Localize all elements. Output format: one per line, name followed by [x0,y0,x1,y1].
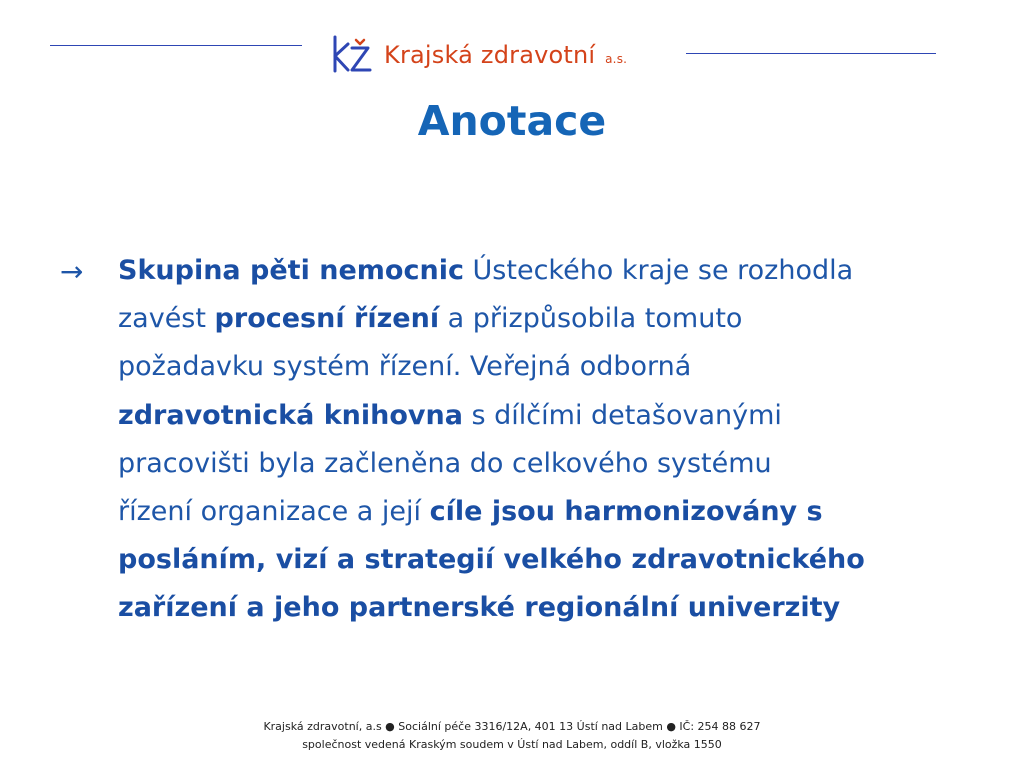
emphasized-text: cíle jsou harmonizovány s [429,496,823,528]
annotation-paragraph [118,247,978,633]
kz-logo-icon [330,34,374,74]
footer-address: Krajská zdravotní, a.s ● Sociální péče 3316/12A, 401 13 Ústí nad Labem ● IČ: 254 88 627 [263,720,761,733]
paragraph-line [118,584,978,632]
paragraph-line [118,295,978,343]
header-divider-right [686,53,936,54]
company-logo [330,30,627,74]
emphasized-text: procesní řízení [214,303,440,335]
logo-name: Krajská zdravotní [384,41,596,69]
paragraph-line [118,536,978,584]
slide-title: Anotace [417,97,607,145]
body-text: zavést [118,303,215,335]
bullet-arrow-icon: → [60,255,84,288]
footer-registration: společnost vedená Kraským soudem v Ústí nad Labem, oddíl B, vložka 1550 [302,738,722,751]
emphasized-text: zařízení a jeho partnerské regionální univerzity [118,592,841,624]
logo-wordmark [384,40,627,74]
body-text: požadavku systém řízení. Veřejná odborná [118,351,692,383]
header-divider-left [50,45,302,46]
paragraph-line [118,440,978,488]
body-text: s dílčími detašovanými [462,399,782,431]
paragraph-line [118,392,978,440]
body-text: a přizpůsobila tomuto [439,303,743,335]
paragraph-line [118,247,978,295]
logo-suffix: a.s. [605,52,628,66]
body-text: řízení organizace a její [118,496,430,528]
paragraph-line [118,488,978,536]
footer [0,718,1024,754]
emphasized-text: Skupina pěti nemocnic [118,255,464,286]
body-text: Ústeckého kraje se rozhodla [463,255,854,286]
emphasized-text: zdravotnická knihovna [118,399,463,431]
paragraph-line [118,343,978,391]
emphasized-text: posláním, vizí a strategií velkého zdravotnického [118,544,865,576]
body-text: pracovišti byla začleněna do celkového systému [118,447,772,479]
